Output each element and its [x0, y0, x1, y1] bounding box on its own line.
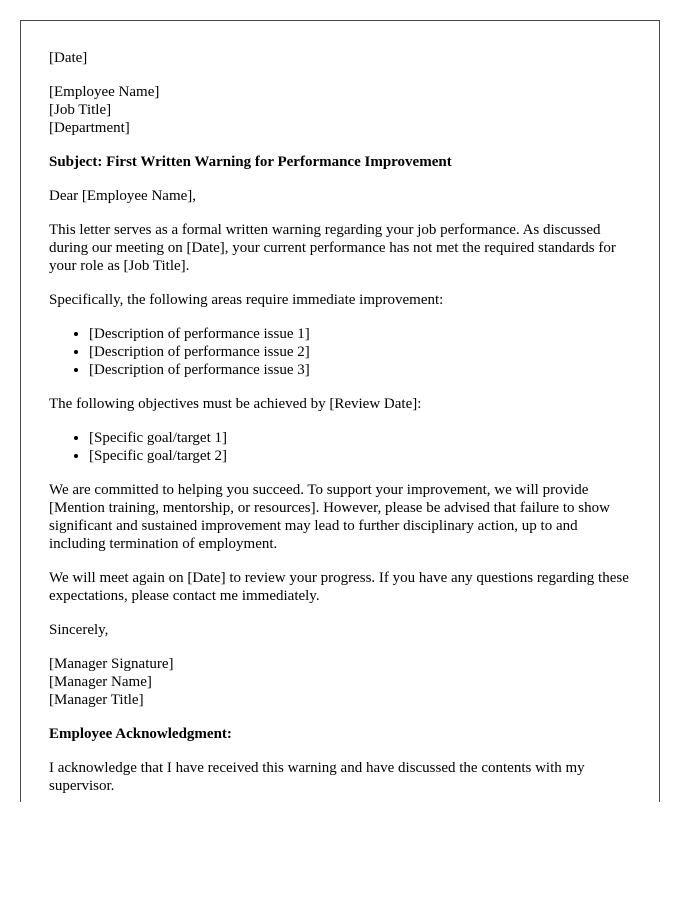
manager-signature: [Manager Signature]: [49, 656, 174, 672]
closing: Sincerely,: [49, 622, 109, 638]
salutation: Dear [Employee Name],: [49, 188, 197, 204]
issues-list: [49, 325, 631, 379]
issues-intro: Specifically, the following areas require immediate improvement:: [49, 292, 444, 308]
recipient-job-title: [Job Title]: [49, 102, 112, 118]
followup-paragraph: We will meet again on [Date] to review your progress. If you have any questions regarding these expectations, please contact me immediately.: [49, 570, 629, 604]
objective-item: • [Specific goal/target 2]: [89, 447, 631, 465]
sender-block: [49, 655, 631, 709]
recipient-department: [Department]: [49, 120, 130, 136]
intro-paragraph: This letter serves as a formal written warning regarding your job performance. As discussed during our meeting on [Date], your current performance has not met the required standards for your role as [Job Title].: [49, 222, 616, 274]
acknowledgment-text: I acknowledge that I have received this warning and have discussed the contents with my supervisor.: [49, 760, 585, 794]
manager-title: [Manager Title]: [49, 692, 144, 708]
support-paragraph: We are committed to helping you succeed. To support your improvement, we will provide [Mention training, mentorship, or resources]. However, please be advised that failure to show significant and sustained improvement may lead to further disciplinary action, up to and including termination of employment.: [49, 482, 610, 552]
acknowledgment-heading: Employee Acknowledgment:: [49, 726, 232, 742]
manager-name: [Manager Name]: [49, 674, 152, 690]
letter-subject: Subject: First Written Warning for Performance Improvement: [49, 154, 452, 170]
objectives-list: [49, 429, 631, 465]
issue-item: • [Description of performance issue 1]: [89, 325, 631, 343]
letter-document: [20, 20, 660, 802]
recipient-block: [49, 83, 631, 137]
letter-date: [Date]: [49, 50, 88, 66]
objective-item: • [Specific goal/target 1]: [89, 429, 631, 447]
objectives-intro: The following objectives must be achieved by [Review Date]:: [49, 396, 422, 412]
recipient-name: [Employee Name]: [49, 84, 160, 100]
issue-item: • [Description of performance issue 2]: [89, 343, 631, 361]
issue-item: • [Description of performance issue 3]: [89, 361, 631, 379]
